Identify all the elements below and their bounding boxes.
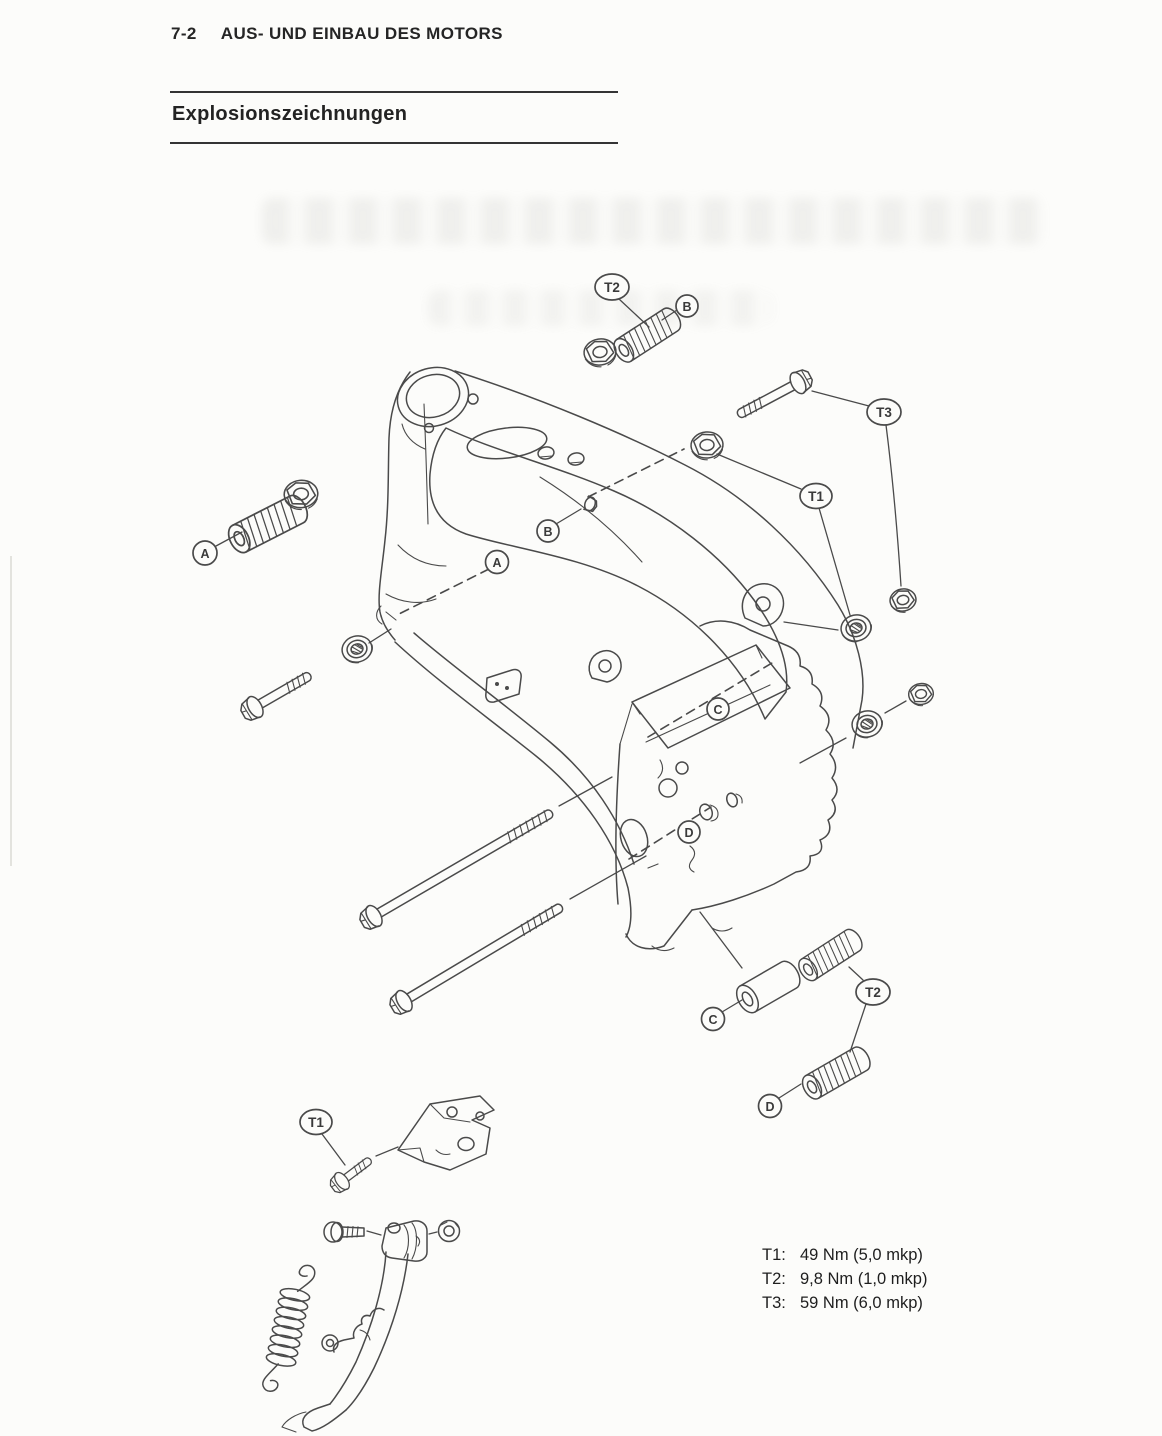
sidestand-nut (439, 1221, 460, 1242)
bolt-long-1 (356, 802, 558, 933)
hex-nut-right-1 (888, 587, 918, 615)
adjuster-bolt-top (610, 305, 685, 366)
callout-label: T3 (876, 405, 892, 420)
bolt-mid-left (237, 665, 316, 724)
callout-label: B (543, 525, 553, 539)
torque-label: T1: (762, 1246, 786, 1264)
sidestand-leg (282, 1252, 408, 1432)
page-number: 7-2 (171, 24, 197, 43)
callout-d-mid (678, 821, 700, 843)
bolt-sidestand-bracket (327, 1152, 377, 1196)
callout-label: T1 (808, 489, 824, 504)
callout-t1-upper (800, 484, 832, 509)
section-title: Explosionszeichnungen (172, 103, 408, 125)
sidestand-spring-hook-bracket (322, 1308, 384, 1352)
callout-label: D (765, 1100, 775, 1114)
sidestand-clevis (382, 1221, 427, 1261)
torque-value: 59 Nm (6,0 mkp) (800, 1294, 923, 1312)
bolt-long-2 (386, 897, 568, 1018)
flange-nut-upper-right (690, 431, 724, 461)
torque-value: 49 Nm (5,0 mkp) (800, 1246, 923, 1264)
callout-t1-lower (300, 1110, 332, 1135)
frame-holes (425, 394, 585, 466)
rear-engine-bracket (616, 584, 837, 951)
bolt-frame-b (583, 496, 599, 513)
damper-washer-left (339, 632, 375, 666)
callout-t2-top (595, 274, 629, 300)
chapter-title: AUS- UND EINBAU DES MOTORS (220, 24, 503, 43)
sidestand-pivot-bolt (324, 1222, 364, 1242)
mount-boss (698, 802, 718, 821)
flange-nut-top (582, 337, 618, 369)
callout-t2-lower (856, 979, 890, 1005)
mount-boss (725, 792, 742, 809)
torque-value: 9,8 Nm (1,0 mkp) (800, 1270, 928, 1288)
callout-d-lower (759, 1095, 782, 1118)
callout-t3 (867, 399, 901, 425)
torque-row (762, 1291, 927, 1315)
callout-label: A (200, 547, 210, 561)
hex-nut-right-2 (907, 682, 935, 707)
frame-outline (377, 359, 863, 937)
assembly-axis-dashed (399, 449, 772, 859)
torque-table (762, 1243, 927, 1315)
sidestand-spring (260, 1261, 317, 1396)
callout-label: T2 (865, 985, 881, 1000)
callout-label: C (708, 1013, 718, 1027)
callout-b-top (676, 295, 698, 317)
bolt-upper-right (733, 366, 816, 425)
callout-label: A (492, 556, 502, 570)
callout-b-mid (537, 520, 559, 542)
callout-lines (216, 299, 906, 1165)
callout-c-mid (707, 698, 729, 720)
sidestand-bracket (398, 1096, 494, 1170)
callout-label: T2 (604, 280, 620, 295)
torque-row (762, 1243, 927, 1267)
adjuster-bolt-lower-1 (795, 926, 866, 984)
callout-label: C (713, 703, 723, 717)
adjuster-bolt-left (224, 492, 311, 556)
sidestand-assembly (260, 1221, 460, 1433)
callout-label: D (684, 826, 694, 840)
torque-label: T2: (762, 1270, 786, 1288)
torque-label: T3: (762, 1294, 786, 1312)
callout-label: T1 (308, 1115, 324, 1130)
callout-a-left (193, 541, 217, 565)
callout-a-mid (486, 551, 509, 574)
spacer-sleeve (732, 958, 804, 1017)
callout-c-lower (702, 1008, 725, 1031)
torque-row (762, 1267, 927, 1291)
flange-nut-left (283, 479, 319, 511)
adjuster-bolt-lower-2 (799, 1044, 874, 1103)
callout-label: B (682, 300, 692, 314)
